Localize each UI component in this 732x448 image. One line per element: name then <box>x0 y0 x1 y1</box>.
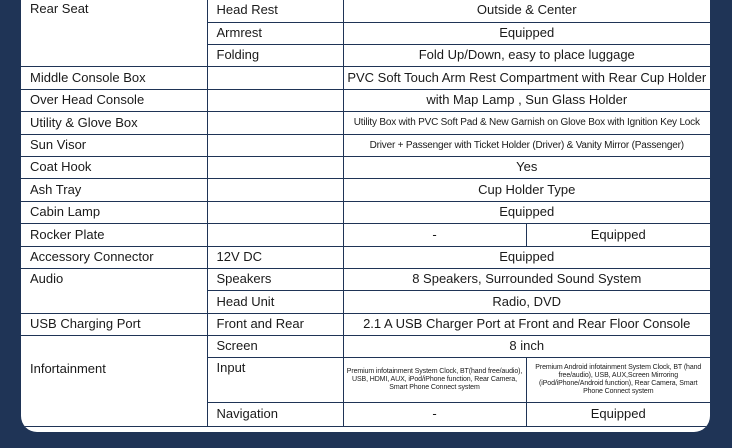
spec-sheet <box>21 0 710 432</box>
table-row <box>21 66 710 89</box>
item-label: USB Charging Port <box>21 313 207 335</box>
spec-value-a: - <box>343 223 526 246</box>
sub-item-empty <box>207 223 343 246</box>
table-row <box>21 89 710 111</box>
table-row <box>21 223 710 246</box>
table-row <box>21 246 710 268</box>
table-row <box>21 156 710 178</box>
spec-value: 2.1 A USB Charger Port at Front and Rear Floor Console <box>343 313 710 335</box>
item-label: Over Head Console <box>21 89 207 111</box>
table-row <box>21 313 710 335</box>
spec-value: Driver + Passenger with Ticket Holder (Driver) & Vanity Mirror (Passenger) <box>343 134 710 156</box>
table-row <box>21 134 710 156</box>
spec-value: Equipped <box>343 246 710 268</box>
sub-item-empty <box>207 178 343 201</box>
item-label: Accessory Connector <box>21 246 207 268</box>
sub-item-label: Folding <box>207 44 343 66</box>
sub-item-label: Speakers <box>207 268 343 290</box>
spec-value: Outside & Center <box>343 0 710 22</box>
table-row <box>21 335 710 357</box>
spec-value: 8 inch <box>343 335 710 357</box>
item-label: Middle Console Box <box>21 66 207 89</box>
item-label: Rear Seat <box>21 0 207 66</box>
table-row <box>21 201 710 223</box>
sub-item-empty <box>207 111 343 134</box>
spec-value-a: - <box>343 402 526 426</box>
sub-item-empty <box>207 89 343 111</box>
spec-value-a: Premium infotainment System Clock, BT(hand free/audio), USB, HDMI, AUX, iPod/iPhone function, Rear Camera, Smart Phone Connect system <box>343 357 526 402</box>
spec-value: PVC Soft Touch Arm Rest Compartment with Rear Cup Holder <box>343 66 710 89</box>
table-row <box>21 0 710 22</box>
item-label: Cabin Lamp <box>21 201 207 223</box>
item-label: Coat Hook <box>21 156 207 178</box>
sub-item-empty <box>207 66 343 89</box>
spec-value: Yes <box>343 156 710 178</box>
spec-value: Radio, DVD <box>343 290 710 313</box>
spec-value: Equipped <box>343 201 710 223</box>
table-row <box>21 268 710 290</box>
sub-item-label: Armrest <box>207 22 343 44</box>
item-label: Audio <box>21 268 207 313</box>
item-label: Utility & Glove Box <box>21 111 207 134</box>
item-label: Infortainment <box>21 335 207 426</box>
item-label: Ash Tray <box>21 178 207 201</box>
spec-value: Cup Holder Type <box>343 178 710 201</box>
spec-value: Fold Up/Down, easy to place luggage <box>343 44 710 66</box>
spec-table <box>21 0 710 427</box>
sub-item-label: Head Unit <box>207 290 343 313</box>
spec-value-b: Equipped <box>526 223 710 246</box>
sub-item-label: Screen <box>207 335 343 357</box>
spec-value: 8 Speakers, Surrounded Sound System <box>343 268 710 290</box>
spec-value-b: Premium Android infotainment System Clock, BT (hand free/audio), USB, AUX,Screen Mirroring (iPod/iPhone/Android function), Rear Camera, Smart Phone Connect system <box>526 357 710 402</box>
sub-item-label: Input <box>207 357 343 402</box>
spec-value: with Map Lamp , Sun Glass Holder <box>343 89 710 111</box>
sub-item-empty <box>207 134 343 156</box>
spec-value: Equipped <box>343 22 710 44</box>
item-label: Sun Visor <box>21 134 207 156</box>
spec-value-b: Equipped <box>526 402 710 426</box>
spec-value: Utility Box with PVC Soft Pad & New Garnish on Glove Box with Ignition Key Lock <box>343 111 710 134</box>
table-row <box>21 178 710 201</box>
sub-item-label: Front and Rear <box>207 313 343 335</box>
sub-item-empty <box>207 156 343 178</box>
sub-item-label: Navigation <box>207 402 343 426</box>
table-row <box>21 111 710 134</box>
sub-item-empty <box>207 201 343 223</box>
sub-item-label: Head Rest <box>207 0 343 22</box>
sub-item-label: 12V DC <box>207 246 343 268</box>
item-label: Rocker Plate <box>21 223 207 246</box>
